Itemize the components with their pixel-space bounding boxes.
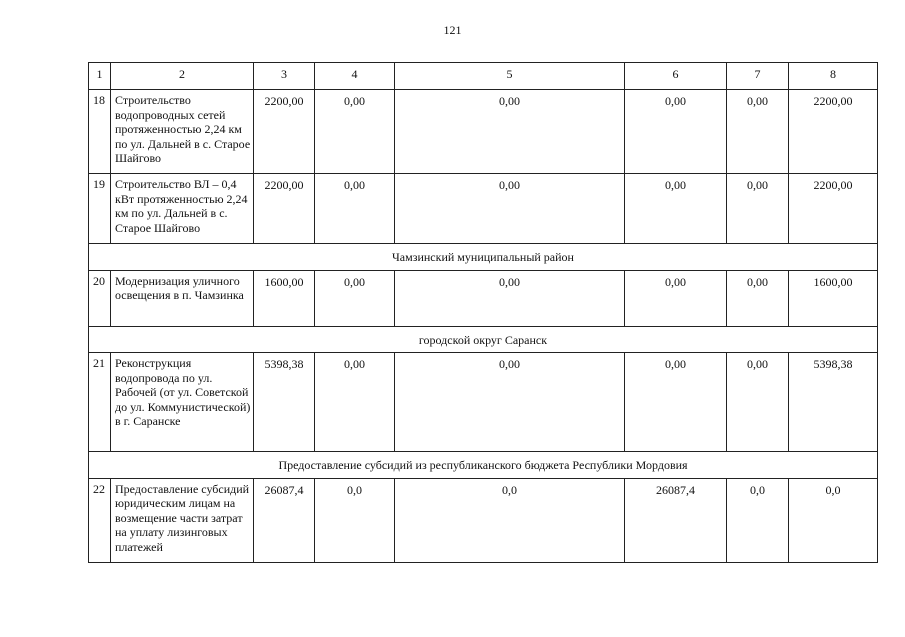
cell-col8: 5398,38 (789, 353, 878, 452)
cell-col3: 2200,00 (254, 174, 315, 244)
table-row (89, 353, 878, 452)
header-cell: 2 (111, 63, 254, 90)
budget-table (88, 62, 878, 563)
cell-col5: 0,00 (395, 270, 625, 326)
cell-col6: 0,00 (625, 174, 727, 244)
header-cell: 1 (89, 63, 111, 90)
table-row (89, 90, 878, 174)
cell-col3: 26087,4 (254, 478, 315, 562)
cell-col7: 0,00 (727, 353, 789, 452)
cell-col7: 0,00 (727, 174, 789, 244)
header-cell: 6 (625, 63, 727, 90)
row-name: Модернизация уличного освещения в п. Чамзинка (111, 270, 254, 326)
section-title: Чамзинский муниципальный район (89, 244, 878, 271)
cell-col4: 0,00 (315, 90, 395, 174)
header-cell: 3 (254, 63, 315, 90)
row-number: 20 (89, 270, 111, 326)
header-cell: 7 (727, 63, 789, 90)
cell-col8: 1600,00 (789, 270, 878, 326)
section-title: городской округ Саранск (89, 326, 878, 353)
cell-col4: 0,0 (315, 478, 395, 562)
cell-col6: 0,00 (625, 270, 727, 326)
row-name: Реконструкция водопровода по ул. Рабочей (от ул. Советской до ул. Коммунистической) в г. Саранске (111, 353, 254, 452)
cell-col3: 5398,38 (254, 353, 315, 452)
header-cell: 4 (315, 63, 395, 90)
cell-col6: 0,00 (625, 90, 727, 174)
header-cell: 8 (789, 63, 878, 90)
cell-col8: 0,0 (789, 478, 878, 562)
cell-col8: 2200,00 (789, 90, 878, 174)
cell-col5: 0,00 (395, 174, 625, 244)
table-row (89, 478, 878, 562)
cell-col7: 0,00 (727, 90, 789, 174)
cell-col6: 26087,4 (625, 478, 727, 562)
cell-col3: 1600,00 (254, 270, 315, 326)
section-row (89, 326, 878, 353)
section-row (89, 452, 878, 479)
row-name: Предоставление субсидий юридическим лицам на возмещение части затрат на уплату лизинговых платежей (111, 478, 254, 562)
cell-col4: 0,00 (315, 353, 395, 452)
cell-col8: 2200,00 (789, 174, 878, 244)
cell-col6: 0,00 (625, 353, 727, 452)
cell-col7: 0,0 (727, 478, 789, 562)
row-number: 18 (89, 90, 111, 174)
cell-col3: 2200,00 (254, 90, 315, 174)
page-number: 121 (443, 23, 462, 37)
cell-col5: 0,00 (395, 353, 625, 452)
row-number: 19 (89, 174, 111, 244)
section-row (89, 244, 878, 271)
header-cell: 5 (395, 63, 625, 90)
cell-col7: 0,00 (727, 270, 789, 326)
row-name: Строительство водопроводных сетей протяженностью 2,24 км по ул. Дальней в с. Старое Шайгово (111, 90, 254, 174)
table-row (89, 270, 878, 326)
cell-col4: 0,00 (315, 270, 395, 326)
row-number: 22 (89, 478, 111, 562)
row-name: Строительство ВЛ – 0,4 кВт протяженностью 2,24 км по ул. Дальней в с. Старое Шайгово (111, 174, 254, 244)
table-row (89, 174, 878, 244)
section-title: Предоставление субсидий из республиканского бюджета Республики Мордовия (89, 452, 878, 479)
cell-col4: 0,00 (315, 174, 395, 244)
cell-col5: 0,00 (395, 90, 625, 174)
table-header-row (89, 63, 878, 90)
row-number: 21 (89, 353, 111, 452)
cell-col5: 0,0 (395, 478, 625, 562)
